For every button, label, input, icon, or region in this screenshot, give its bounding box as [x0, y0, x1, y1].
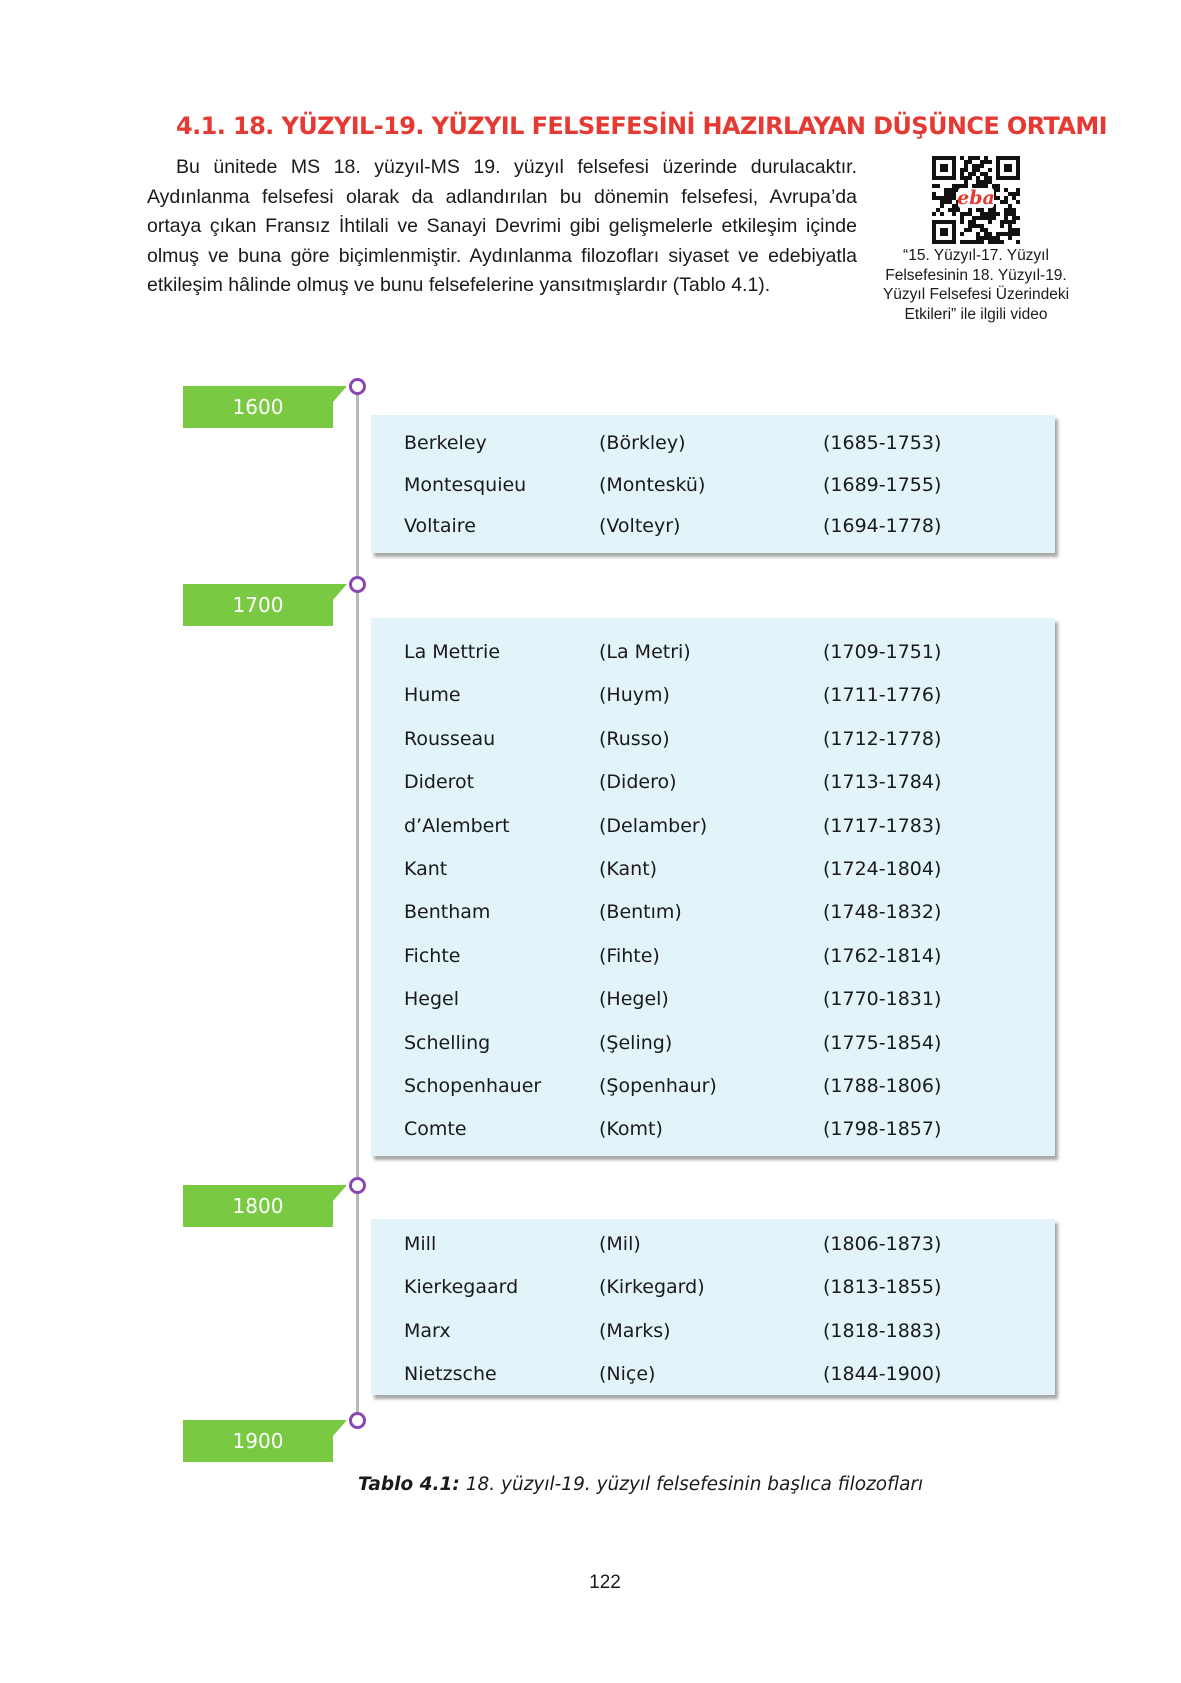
timeline-line [356, 385, 359, 1425]
philosopher-years: (1711-1776) [823, 684, 942, 707]
philosopher-name: Berkeley [404, 432, 487, 454]
philosopher-pronunciation: (Didero) [599, 771, 677, 794]
philosopher-pronunciation: (Volteyr) [599, 515, 681, 537]
philosopher-row [371, 1028, 1055, 1058]
philosopher-name: Rousseau [404, 727, 496, 750]
philosopher-years: (1709-1751) [823, 641, 942, 663]
philosopher-years: (1770-1831) [823, 988, 942, 1011]
philosopher-pronunciation: (Marks) [599, 1319, 671, 1342]
eba-logo: eba [957, 187, 995, 209]
philosopher-name: Hegel [404, 988, 460, 1011]
century-tab [183, 584, 347, 626]
century-tab [183, 1420, 347, 1462]
philosopher-years: (1762-1814) [823, 944, 942, 967]
philosopher-group [371, 415, 1055, 553]
philosopher-pronunciation: (La Metri) [599, 641, 691, 663]
philosopher-name: Kierkegaard [404, 1276, 519, 1299]
philosopher-years: (1806-1873) [823, 1233, 942, 1255]
philosopher-name: Kant [404, 858, 448, 880]
page-number: 122 [589, 1572, 621, 1593]
century-label: 1800 [232, 1194, 284, 1218]
philosopher-years: (1712-1778) [823, 727, 942, 750]
philosopher-name: Mill [404, 1233, 437, 1255]
philosopher-name: Schelling [404, 1031, 491, 1054]
philosopher-row [371, 511, 1055, 541]
timeline-marker [349, 1412, 366, 1429]
philosopher-name: Schopenhauer [404, 1075, 542, 1097]
philosopher-pronunciation: (Şopenhaur) [599, 1075, 717, 1097]
timeline-marker [349, 576, 366, 593]
philosopher-years: (1724-1804) [823, 858, 942, 880]
timeline-marker [349, 1177, 366, 1194]
philosopher-years: (1788-1806) [823, 1075, 942, 1097]
philosopher-name: La Mettrie [404, 641, 501, 663]
philosopher-row [371, 941, 1055, 971]
philosopher-years: (1748-1832) [823, 901, 942, 924]
philosopher-name: d’Alembert [404, 814, 510, 837]
philosopher-name: Diderot [404, 771, 475, 794]
timeline-marker [349, 378, 366, 395]
philosopher-years: (1689-1755) [823, 473, 942, 496]
philosopher-years: (1685-1753) [823, 432, 942, 454]
philosopher-pronunciation: (Mil) [599, 1233, 641, 1255]
philosopher-row [371, 1114, 1055, 1144]
philosopher-years: (1694-1778) [823, 515, 942, 537]
philosopher-row [371, 428, 1055, 458]
philosopher-row [371, 767, 1055, 797]
philosopher-pronunciation: (Monteskü) [599, 473, 706, 496]
century-label: 1900 [232, 1429, 284, 1453]
philosopher-group [371, 618, 1055, 1156]
philosopher-years: (1844-1900) [823, 1363, 942, 1386]
philosopher-pronunciation: (Bentım) [599, 901, 682, 924]
philosopher-row [371, 1071, 1055, 1101]
philosopher-name: Marx [404, 1319, 451, 1342]
philosopher-pronunciation: (Niçe) [599, 1363, 656, 1386]
table-caption-text: 18. yüzyıl-19. yüzyıl felsefesinin başlıca filozofları [465, 1474, 924, 1495]
philosopher-years: (1818-1883) [823, 1319, 942, 1342]
philosopher-pronunciation: (Russo) [599, 727, 670, 750]
philosopher-name: Bentham [404, 901, 491, 924]
philosopher-years: (1813-1855) [823, 1276, 942, 1299]
philosopher-pronunciation: (Börkley) [599, 432, 686, 454]
philosopher-row [371, 637, 1055, 667]
philosopher-name: Nietzsche [404, 1363, 497, 1386]
philosopher-row [371, 470, 1055, 500]
qr-caption: “15. Yüzyıl-17. Yüzyıl Felsefesinin 18. Yüzyıl-19. Yüzyıl Felsefesi Üzerindeki Etkileri” ile ilgili video [882, 247, 1070, 323]
century-label: 1600 [232, 395, 284, 419]
philosopher-years: (1717-1783) [823, 814, 942, 837]
philosopher-pronunciation: (Fihte) [599, 944, 660, 967]
philosopher-pronunciation: (Delamber) [599, 814, 708, 837]
philosopher-pronunciation: (Komt) [599, 1118, 663, 1141]
philosopher-row [371, 1272, 1055, 1302]
philosopher-row [371, 854, 1055, 884]
philosopher-pronunciation: (Şeling) [599, 1031, 673, 1054]
philosopher-pronunciation: (Huym) [599, 684, 670, 707]
philosopher-row [371, 984, 1055, 1014]
philosopher-name: Comte [404, 1118, 467, 1141]
philosopher-pronunciation: (Hegel) [599, 988, 669, 1011]
qr-code[interactable] [932, 156, 1020, 244]
philosopher-years: (1713-1784) [823, 771, 942, 794]
philosopher-years: (1798-1857) [823, 1118, 942, 1141]
table-caption [358, 1474, 998, 1495]
philosopher-row [371, 897, 1055, 927]
philosopher-pronunciation: (Kirkegard) [599, 1276, 705, 1299]
philosopher-name: Fichte [404, 944, 461, 967]
philosopher-row [371, 1229, 1055, 1259]
philosopher-name: Hume [404, 684, 461, 707]
philosopher-pronunciation: (Kant) [599, 858, 658, 880]
century-tab [183, 386, 347, 428]
century-label: 1700 [232, 593, 284, 617]
philosopher-row [371, 724, 1055, 754]
philosopher-name: Montesquieu [404, 473, 527, 496]
section-heading: 4.1. 18. YÜZYIL-19. YÜZYIL FELSEFESİNİ HAZIRLAYAN DÜŞÜNCE ORTAMI [176, 112, 1107, 140]
philosopher-name: Voltaire [404, 515, 476, 537]
philosopher-row [371, 1316, 1055, 1346]
philosopher-row [371, 680, 1055, 710]
philosopher-row [371, 811, 1055, 841]
philosopher-row [371, 1359, 1055, 1389]
philosopher-group [371, 1219, 1055, 1395]
intro-paragraph: Bu ünitede MS 18. yüzyıl-MS 19. yüzyıl felsefesi üzerinde durulacaktır. Aydınlanma felsefesi olarak da adlandırılan bu dönemin felsefesi, Avrupa’da ortaya çıkan Fransız İhtilali ve Sanayi Devrimi gibi gelişmelerle etkileşim içinde olmuş ve buna göre biçimlenmiştir. Aydınlanma filozofları siyaset ve edebiyatla etkileşim hâlinde olmuş ve bunu felsefelerine yansıtmışlardır (Tablo 4.1). [147, 156, 857, 296]
table-caption-label: Tablo 4.1: [358, 1474, 460, 1495]
philosopher-years: (1775-1854) [823, 1031, 942, 1054]
century-tab [183, 1185, 347, 1227]
